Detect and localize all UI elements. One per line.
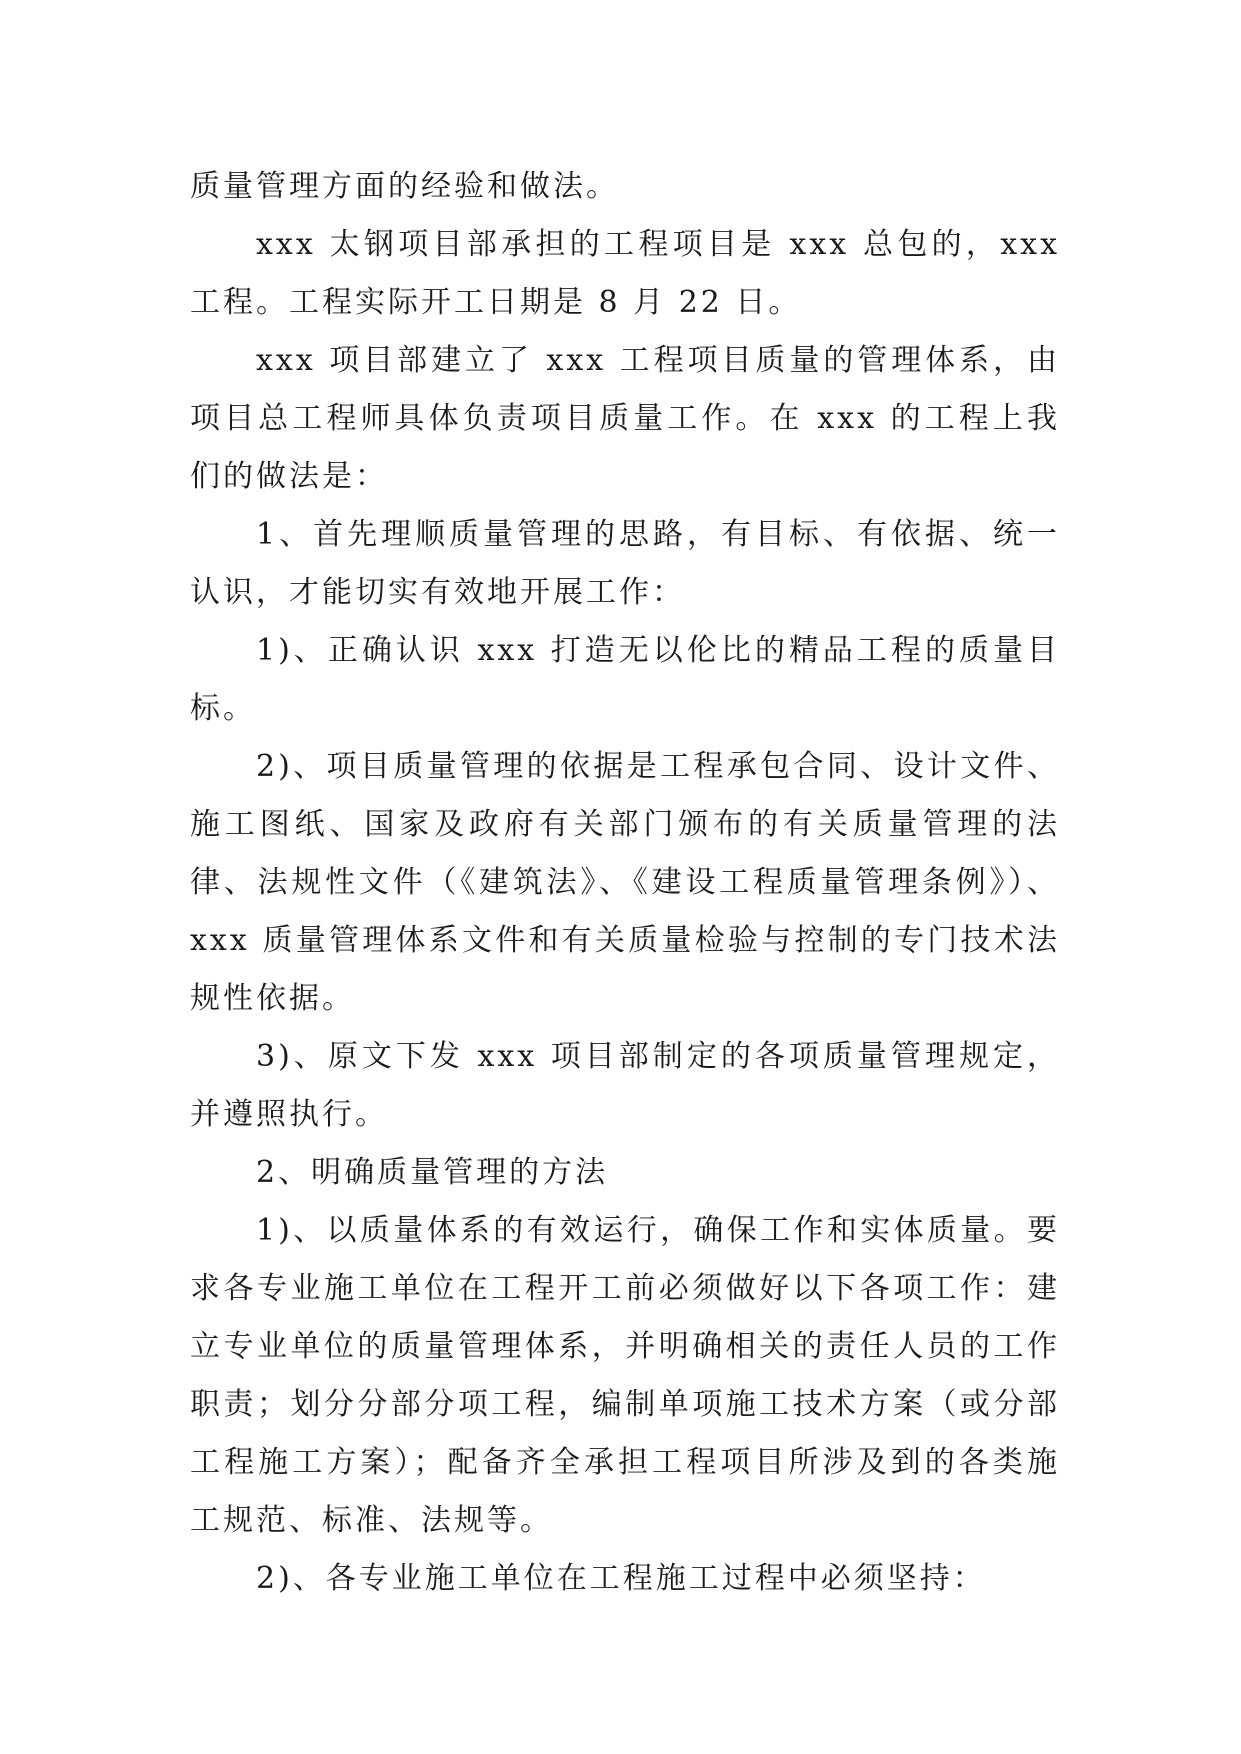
paragraph: 1、首先理顺质量管理的思路，有目标、有依据、统一认识，才能切实有效地开展工作：	[190, 517, 1060, 610]
paragraph: 2、明确质量管理的方法	[256, 1155, 609, 1190]
paragraph: xxx 太钢项目部承担的工程项目是 xxx 总包的，xxx 工程。工程实际开工日期是 8 月 22 日。	[190, 227, 1060, 320]
paragraph: xxx 项目部建立了 xxx 工程项目质量的管理体系，由项目总工程师具体负责项目质量工作。在 xxx 的工程上我们的做法是：	[190, 343, 1060, 494]
paragraph: 1)、以质量体系的有效运行，确保工作和实体质量。要求各专业施工单位在工程开工前必须做好以下各项工作：建立专业单位的质量管理体系，并明确相关的责任人员的工作职责；划分分部分项工程，编制单项施工技术方案（或分部工程施工方案）；配备齐全承担工程项目所涉及到的各类施工规范、标准、法规等。	[190, 1213, 1060, 1538]
document-body	[190, 158, 1060, 1608]
paragraph: 2)、各专业施工单位在工程施工过程中必须坚持：	[256, 1561, 986, 1596]
paragraph: 1)、正确认识 xxx 打造无以伦比的精品工程的质量目标。	[190, 633, 1060, 726]
paragraph: 2)、项目质量管理的依据是工程承包合同、设计文件、施工图纸、国家及政府有关部门颁布的有关质量管理的法律、法规性文件（《建筑法》、《建设工程质量管理条例》）、xxx 质量管理体系文件和有关质量检验与控制的专门技术法规性依据。	[190, 749, 1060, 1016]
paragraph: 质量管理方面的经验和做法。	[190, 169, 619, 204]
paragraph: 3)、原文下发 xxx 项目部制定的各项质量管理规定，并遵照执行。	[190, 1039, 1060, 1132]
